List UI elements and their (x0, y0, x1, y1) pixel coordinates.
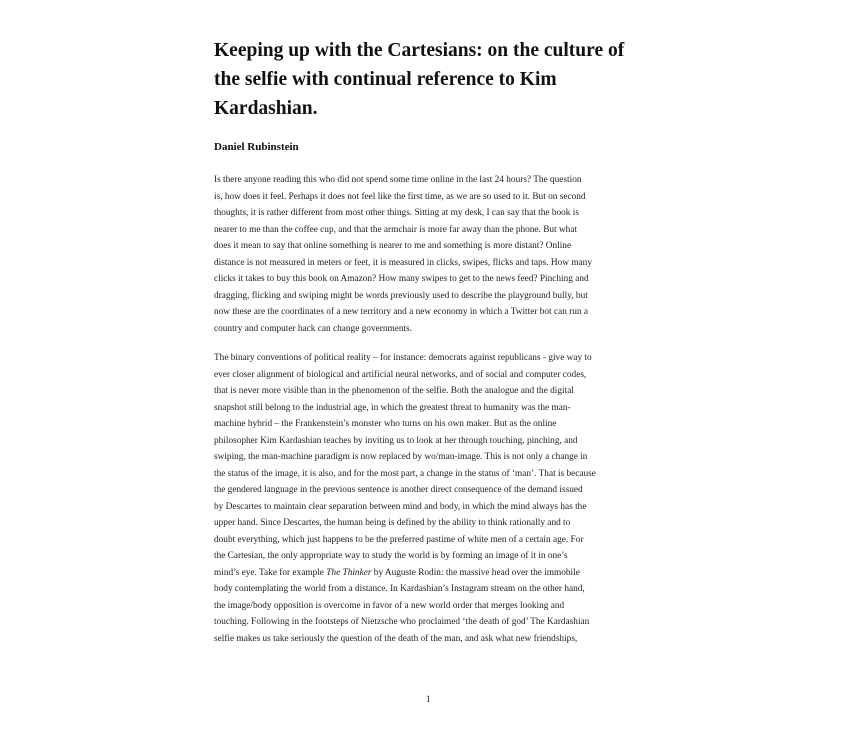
text-line: the status of the image, it is also, and for the most part, a change in the status of ‘man’. That is because (214, 468, 596, 479)
text-line: the Cartesian, the only appropriate way to study the world is by forming an image of it in one’s (214, 551, 568, 561)
page-number: 1 (426, 695, 431, 705)
text-line: selfie makes us take seriously the question of the death of the man, and ask what new friendships, (214, 633, 578, 644)
text-line: now these are the coordinates of a new territory and a new economy in which a Twitter bot can run a (214, 307, 589, 317)
paragraph-2 (214, 350, 646, 647)
text-line: swiping, the man-machine paradigm is now replaced by wo/man-image. This is not only a change in (214, 452, 588, 462)
text-line: snapshot still belong to the industrial age, in which the greatest threat to humanity was the man- (214, 402, 571, 413)
text-line: doubt everything, which just happens to be the preferred pastime of white men of a certain age. For (214, 534, 584, 545)
text-line: distance is not measured in meters or feet, it is measured in clicks, swipes, flicks and taps. How many (214, 257, 592, 268)
text-line: ever closer alignment of biological and artificial neural networks, and of social and computer codes, (214, 369, 587, 380)
paper-title (214, 36, 644, 123)
author-name: Daniel Rubinstein (214, 141, 299, 153)
text-line: that is never more visible than in the phenomenon of the selfie. Both the analogue and the digital (214, 386, 574, 396)
text-line: is, how does it feel. Perhaps it does not feel like the first time, as we are so used to it. But on second (214, 191, 586, 202)
text-segment: by Auguste Rodin: the massive head over the immobile (371, 567, 580, 578)
text-segment: mind’s eye. Take for example (214, 567, 324, 578)
text-line: nearer to me than the coffee cup, and that the armchair is more far away than the phone. But what (214, 224, 578, 235)
text-line: body contemplating the world from a distance. In Kardashian’s Instagram stream on the other hand, (214, 584, 585, 594)
paragraph-1 (214, 172, 646, 337)
text-line-with-italic (214, 565, 646, 582)
title-line-3: Kardashian. (214, 98, 318, 119)
text-line: by Descartes to maintain clear separation between mind and body, in which the mind always has the (214, 501, 587, 512)
text-line: machine hybrid – the Frankenstein’s monster who turns on his own maker. But as the online (214, 419, 557, 429)
text-line: thoughts, it is rather different from most other things. Sitting at my desk, I can say that the book is (214, 208, 579, 218)
text-line: the gendered language in the previous sentence is another direct consequence of the demand issued (214, 485, 583, 495)
title-line-1: Keeping up with the Cartesians: on the culture of (214, 40, 625, 61)
text-line: touching. Following in the footsteps of Nietzsche who proclaimed ‘the death of god’ The Kardashian (214, 617, 590, 627)
italic-work-title: The Thinker (326, 567, 372, 578)
text-line: The binary conventions of political reality – for instance: democrats against republicans - give way to (214, 353, 592, 363)
text-line: upper hand. Since Descartes, the human being is defined by the ability to think rationally and to (214, 518, 571, 528)
text-line: dragging, flicking and swiping might be words previously used to describe the playground bully, but (214, 290, 588, 301)
text-line: does it mean to say that online something is nearer to me and something is more distant? Online (214, 241, 572, 251)
text-line: philosopher Kim Kardashian teaches by inviting us to look at her through touching, pinching, and (214, 435, 578, 446)
text-line: country and computer hack can change governments. (214, 323, 412, 334)
title-line-2: the selfie with continual reference to Kim (214, 69, 557, 90)
text-line: clicks it takes to buy this book on Amazon? How many swipes to get to the news feed? Pinching and (214, 274, 589, 284)
text-line: the image/body opposition is overcome in favor of a new world order that merges looking and (214, 600, 565, 611)
text-line: Is there anyone reading this who did not spend some time online in the last 24 hours? The question (214, 175, 582, 185)
